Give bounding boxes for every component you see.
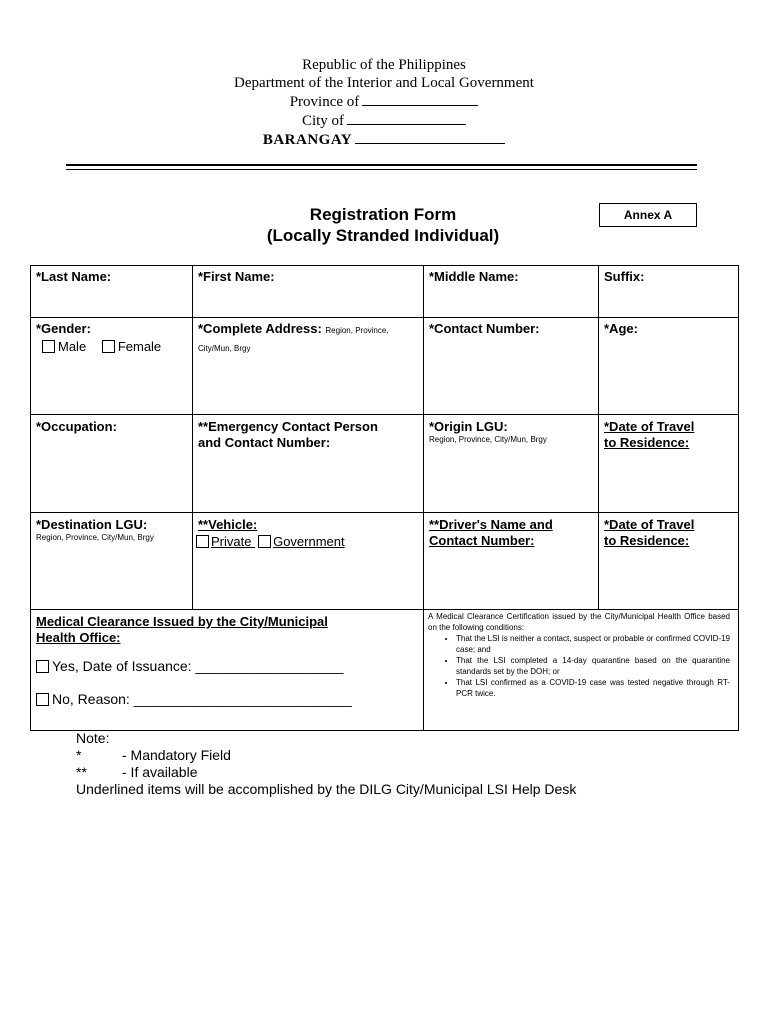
emergency-label-line2: and Contact Number:	[198, 435, 331, 450]
address-hint: Region, Province, City/Mun, Brgy	[198, 326, 389, 353]
suffix-field[interactable]	[599, 266, 738, 288]
origin-lgu-field[interactable]	[424, 416, 598, 448]
conditions-list	[428, 633, 730, 699]
annex-label: Annex A	[599, 203, 697, 227]
contact-number-field[interactable]	[424, 318, 598, 340]
emergency-label-line1: **Emergency Contact Person	[198, 419, 378, 434]
male-checkbox[interactable]	[42, 340, 55, 353]
address-label: *Complete Address:	[198, 321, 322, 336]
department-line: Department of the Interior and Local Government	[234, 75, 534, 91]
travel-date-label-line2: to Residence:	[604, 533, 690, 548]
title-line1: Registration Form	[309, 205, 457, 224]
letterhead	[0, 56, 768, 149]
address-field[interactable]	[193, 318, 423, 360]
medical-heading-line2: Health Office:	[36, 630, 121, 645]
first-name-field[interactable]	[193, 266, 423, 288]
male-label: Male	[58, 339, 87, 354]
medical-conditions	[428, 611, 730, 699]
travel-date-label-line2: to Residence:	[604, 435, 690, 450]
city-label: City of	[301, 113, 345, 129]
private-label: Private	[211, 534, 252, 549]
private-checkbox[interactable]	[196, 535, 209, 548]
gender-label: *Gender:	[36, 321, 91, 336]
driver-field[interactable]	[424, 514, 598, 552]
province-blank	[362, 92, 478, 106]
age-label: *Age:	[604, 321, 638, 336]
note-row-mandatory	[76, 747, 576, 764]
gender-field	[31, 318, 192, 358]
barangay-blank	[355, 130, 505, 144]
female-checkbox[interactable]	[102, 340, 115, 353]
conditions-intro: A Medical Clearance Certification issued by the City/Municipal Health Office based on the following conditions:	[428, 612, 730, 632]
grid-line	[30, 414, 739, 415]
city-blank	[347, 111, 466, 125]
note-row-optional	[76, 764, 576, 781]
driver-label-line1: **Driver's Name and	[429, 517, 553, 532]
yes-option-label: Yes, Date of Issuance: ___________________	[52, 658, 344, 674]
note-symbol: **	[76, 764, 87, 780]
government-label: Government	[273, 534, 345, 549]
grid-line	[30, 512, 739, 513]
vehicle-label: **Vehicle:	[198, 517, 258, 532]
travel-date-field[interactable]	[599, 416, 738, 454]
condition-item: • That the LSI completed a 14-day quarantine based on the quarantine standards set by the DOH; or	[456, 655, 730, 677]
medical-heading-line1: Medical Clearance Issued by the City/Municipal	[36, 614, 328, 629]
note-title: Note:	[76, 730, 110, 746]
city-line	[0, 111, 768, 130]
destination-lgu-field[interactable]	[31, 514, 192, 546]
vehicle-field	[193, 514, 423, 553]
government-checkbox[interactable]	[258, 535, 271, 548]
yes-checkbox[interactable]	[36, 660, 49, 673]
middle-name-label: *Middle Name:	[429, 269, 519, 284]
travel-date-label-line1: *Date of Travel	[604, 419, 695, 434]
province-label: Province of	[289, 94, 360, 110]
title-line2: (Locally Stranded Individual)	[266, 226, 500, 245]
origin-lgu-label: *Origin LGU:	[429, 419, 508, 434]
header-rule	[66, 164, 697, 166]
grid-line	[738, 265, 739, 731]
origin-lgu-hint: Region, Province, City/Mun, Brgy	[429, 435, 547, 444]
notes	[76, 730, 576, 798]
female-label: Female	[117, 339, 162, 354]
travel-date-field-2[interactable]	[599, 514, 738, 552]
no-checkbox[interactable]	[36, 693, 49, 706]
province-line	[0, 92, 768, 111]
header-rule-thin	[66, 169, 697, 170]
condition-item: • That the LSI is neither a contact, suspect or probable or confirmed COVID-19 case; and	[456, 633, 730, 655]
note-text: - If available	[122, 764, 198, 780]
emergency-contact-field[interactable]	[193, 416, 423, 454]
occupation-field[interactable]	[31, 416, 192, 438]
contact-number-label: *Contact Number:	[429, 321, 540, 336]
no-option-label: No, Reason: ____________________________	[52, 691, 352, 707]
form-title	[200, 204, 566, 246]
suffix-label: Suffix:	[604, 269, 645, 284]
travel-date-label-line1: *Date of Travel	[604, 517, 695, 532]
condition-item: • That LSI confirmed as a COVID-19 case was tested negative through RT-PCR twice.	[456, 677, 730, 699]
occupation-label: *Occupation:	[36, 419, 117, 434]
note-text: - Mandatory Field	[122, 747, 231, 763]
destination-lgu-hint: Region, Province, City/Mun, Brgy	[36, 533, 154, 542]
medical-clearance-field	[31, 611, 423, 711]
note-symbol: *	[76, 747, 82, 763]
barangay-label: BARANGAY	[262, 132, 353, 148]
last-name-field[interactable]	[31, 266, 192, 288]
driver-label-line2: Contact Number:	[429, 533, 535, 548]
age-field[interactable]	[599, 318, 738, 340]
note-underlined-items: Underlined items will be accomplished by the DILG City/Municipal LSI Help Desk	[76, 781, 577, 797]
destination-lgu-label: *Destination LGU:	[36, 517, 148, 532]
grid-line	[30, 609, 739, 610]
last-name-label: *Last Name:	[36, 269, 112, 284]
republic-line: Republic of the Philippines	[302, 57, 466, 73]
first-name-label: *First Name:	[198, 269, 275, 284]
barangay-line	[0, 130, 768, 149]
middle-name-field[interactable]	[424, 266, 598, 288]
